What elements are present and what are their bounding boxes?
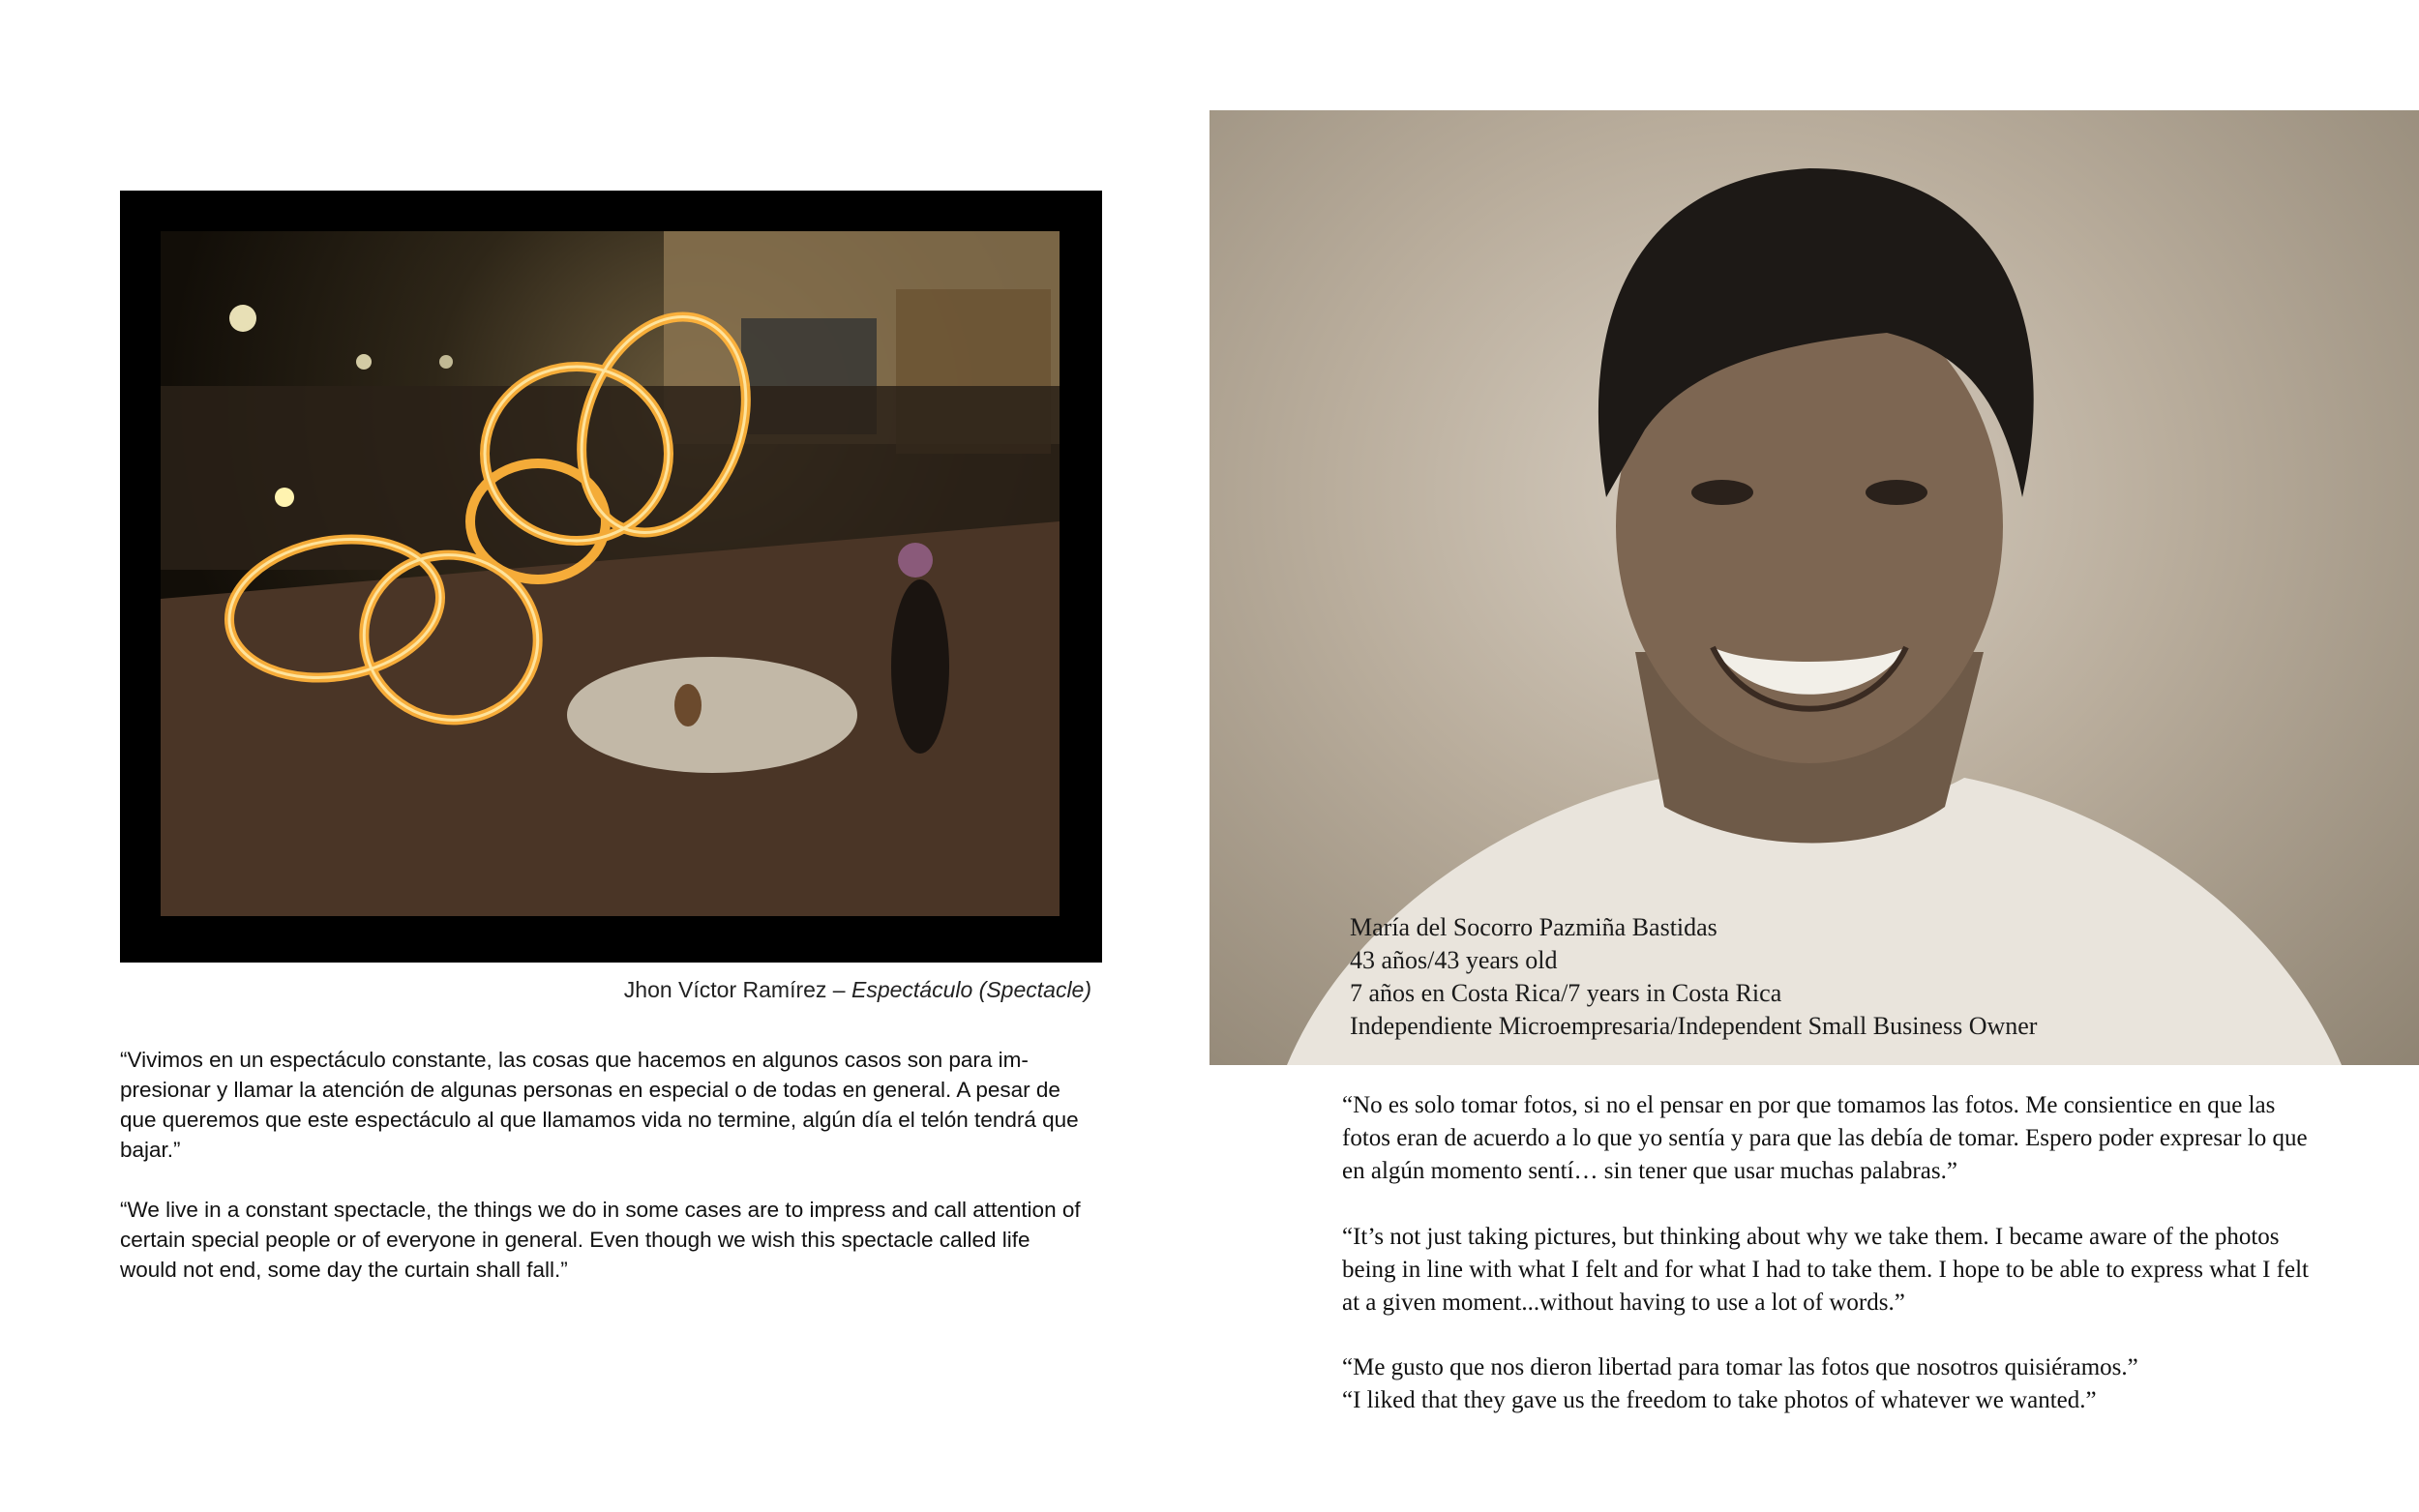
credit-author: Jhon Víctor Ramírez – (623, 977, 851, 1002)
caption-occupation: Independiente Microempresaria/Independent Small Business Owner (1350, 1012, 2038, 1040)
fire-spinning-photo (161, 231, 1060, 916)
quote-english: “We live in a constant spectacle, the things we do in some cases are to impress and call attention of certain special people or of everyone in general. Even though we wish this spectacle called life would not end, some day the curtain shall fall.” (120, 1198, 1081, 1282)
interview-quote-english: “It’s not just taking pictures, but thinking about why we take them. I became aware of the photos being in line with what I felt and for what I had to take them. I hope to be able to express what I felt at a given moment...without having to use a lot of words.” (1342, 1224, 2309, 1316)
portrait-caption (1350, 911, 2037, 1043)
freedom-quote-english: “I liked that they gave us the freedom to take photos of whatever we wanted.” (1342, 1387, 2097, 1413)
quote-spanish: “Vivimos en un espectáculo constante, las cosas que hacemos en algunos casos son para impresionar y llamar la atención de algunas personas en especial o de todas en general. A pesar de que queremos que este espectáculo al que llamamos vida no termine, algún día el telón tendrá que bajar.” (120, 1048, 1079, 1162)
caption-name: María del Socorro Pazmiña Bastidas (1350, 913, 1717, 941)
freedom-quote (1342, 1351, 2319, 1417)
freedom-quote-spanish: “Me gusto que nos dieron libertad para tomar las fotos que nosotros quisiéramos.” (1342, 1354, 2138, 1380)
photo-frame (120, 191, 1102, 963)
caption-age: 43 años/43 years old (1350, 946, 1558, 974)
credit-title: Espectáculo (Spectacle) (851, 977, 1091, 1002)
photo-credit (120, 977, 1091, 1003)
caption-residence: 7 años en Costa Rica/7 years in Costa Rica (1350, 979, 1782, 1007)
interview-quote-spanish: “No es solo tomar fotos, si no el pensar en por que tomamos las fotos. Me consientice en que las fotos eran de acuerdo a lo que yo sentía y para que las debía de tomar. Espero poder expresar lo que en algún momento sentí… sin tener que usar muchas palabras.” (1342, 1092, 2308, 1184)
